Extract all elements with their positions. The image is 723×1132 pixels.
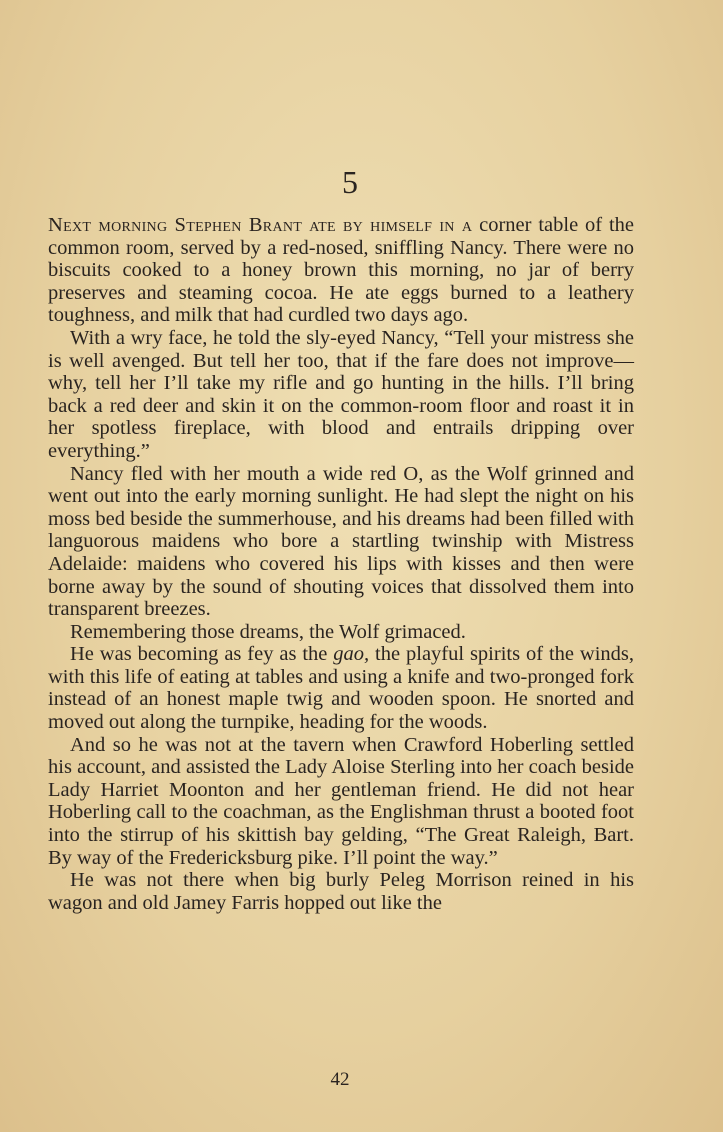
page-number: 42 (330, 1069, 350, 1090)
body-text (48, 214, 634, 914)
paragraph-7: He was not there when big burly Peleg Morrison reined in his wagon and old Jamey Farris hopped out like the (48, 869, 634, 914)
paragraph-5 (48, 643, 634, 733)
chapter-number: 5 (342, 164, 358, 200)
paragraph-5-after: the playful spirits of the winds, with this life of eating at tables and using a knife and two-pronged fork instead of an honest maple twig and wooden spoon. He snorted and moved out along the turnpike, heading for the woods. (48, 643, 634, 734)
paragraph-6: And so he was not at the tavern when Crawford Hoberling settled his account, and assisted the Lady Aloise Sterling into her coach beside Lady Harriet Moonton and her gentleman friend. He did not hear Hoberling call to the coachman, as the Englishman thrust a booted foot into the stirrup of his skittish bay gelding, “The Great Raleigh, Bart. By way of the Fredericksburg pike. I’ll point the way.” (48, 733, 634, 869)
paragraph-2: With a wry face, he told the sly-eyed Nancy, “Tell your mistress she is well avenged. But tell her too, that if the fare does not improve—why, tell her I’ll take my rifle and go hunting in the hills. I’ll bring back a red deer and skin it on the common-room floor and roast it in her spotless fireplace, with blood and entrails dripping over everything.” (48, 326, 634, 462)
paragraph-5-before: He was becoming as fey as the (70, 643, 334, 666)
italic-word: gao, (333, 643, 370, 666)
paragraph-3: Nancy fled with her mouth a wide red O, as the Wolf grinned and went out into the early morning sunlight. He had slept the night on his moss bed beside the summerhouse, and his dreams had been filled with languorous maidens who bore a startling twinship with Mistress Adelaide: maidens who covered his lips with kisses and then were borne away by the sound of shouting voices that dissolved them into transparent breezes. (48, 462, 634, 621)
paragraph-1-text: corner table of the common room, served by a red-nosed, sniffling Nancy. There were no biscuits cooked to a honey brown this morning, no jar of berry preserves and steaming cocoa. He ate eggs burned to a leathery toughness, and milk that had curdled two days ago. (48, 214, 635, 327)
paragraph-4: Remembering those dreams, the Wolf grimaced. (70, 620, 466, 643)
chapter-opening-smallcaps: Next morning Stephen Brant ate by himself in a (48, 214, 473, 236)
paragraph-1 (48, 214, 634, 327)
